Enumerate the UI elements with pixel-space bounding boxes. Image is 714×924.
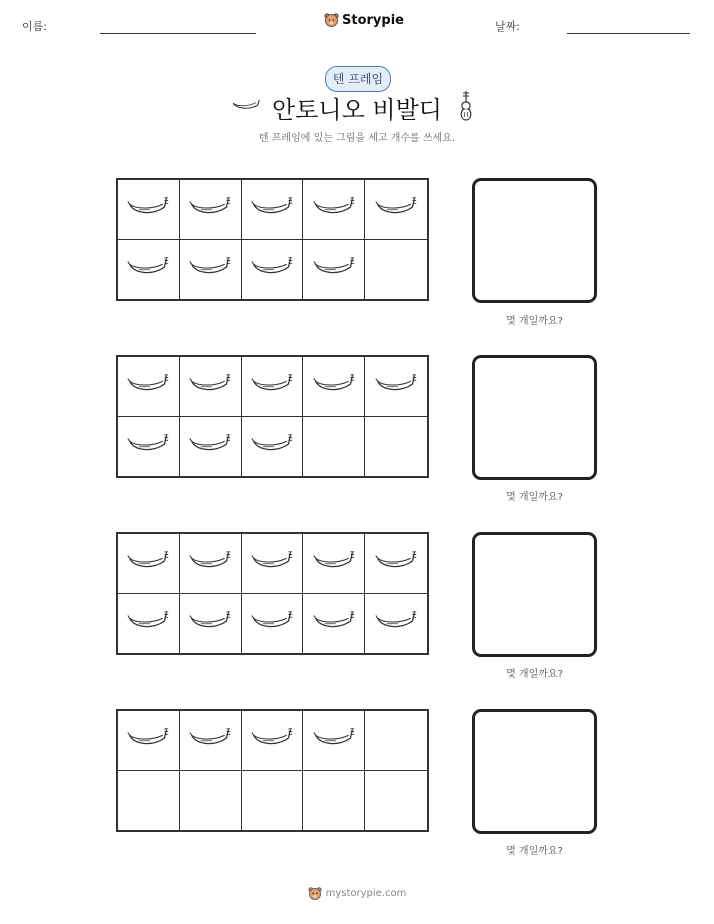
frame-cell xyxy=(365,771,427,831)
gondola-icon xyxy=(374,193,418,225)
gondola-icon xyxy=(126,193,170,225)
question-label-1: 몇 개일까요? xyxy=(506,316,563,327)
frame-cell xyxy=(365,711,427,771)
gondola-icon xyxy=(126,607,170,639)
instructions: 텐 프레임에 있는 그림을 세고 개수를 쓰세요. xyxy=(258,133,456,144)
gondola-icon xyxy=(250,370,294,402)
footer xyxy=(0,886,714,901)
frame-cell xyxy=(365,594,427,654)
gondola-icon xyxy=(312,370,356,402)
frame-cell xyxy=(180,594,242,654)
answer-box-1[interactable] xyxy=(472,178,597,303)
gondola-icon xyxy=(250,607,294,639)
frame-cell xyxy=(303,771,365,831)
gondola-icon xyxy=(188,547,232,579)
bear-mascot-icon xyxy=(308,886,322,901)
gondola-icon xyxy=(312,193,356,225)
frame-cell xyxy=(365,534,427,594)
gondola-icon xyxy=(250,430,294,462)
name-label: 이름: xyxy=(22,20,47,33)
answer-box-2[interactable] xyxy=(472,355,597,480)
gondola-icon xyxy=(250,547,294,579)
gondola-icon xyxy=(188,607,232,639)
gondola-icon xyxy=(374,607,418,639)
topic-badge: 텐 프레임 xyxy=(325,66,391,92)
frame-cell xyxy=(365,357,427,417)
gondola-icon xyxy=(188,430,232,462)
frame-cell xyxy=(242,417,304,477)
ten-frame-2 xyxy=(116,355,429,478)
footer-url[interactable]: mystorypie.com xyxy=(325,888,407,899)
gondola-icon xyxy=(374,547,418,579)
frame-cell xyxy=(242,240,304,300)
gondola-icon xyxy=(250,193,294,225)
frame-cell xyxy=(180,357,242,417)
frame-cell xyxy=(242,180,304,240)
gondola-icon xyxy=(250,253,294,285)
answer-box-4[interactable] xyxy=(472,709,597,834)
frame-cell xyxy=(242,357,304,417)
frame-cell xyxy=(303,240,365,300)
gondola-icon xyxy=(374,370,418,402)
question-label-2: 몇 개일까요? xyxy=(506,492,563,503)
frame-cell xyxy=(180,180,242,240)
name-line[interactable] xyxy=(100,33,256,34)
gondola-icon xyxy=(126,370,170,402)
gondola-icon xyxy=(312,724,356,756)
frame-cell xyxy=(365,417,427,477)
frame-cell xyxy=(242,771,304,831)
frame-cell xyxy=(180,711,242,771)
brand-logo xyxy=(324,12,404,28)
gondola-icon xyxy=(250,724,294,756)
ten-frame-1 xyxy=(116,178,429,301)
question-label-4: 몇 개일까요? xyxy=(506,846,563,857)
frame-cell xyxy=(118,357,180,417)
frame-cell xyxy=(365,180,427,240)
gondola-icon xyxy=(126,430,170,462)
frame-cell xyxy=(118,534,180,594)
date-label: 날짜: xyxy=(495,20,520,33)
ten-frame-4 xyxy=(116,709,429,832)
frame-cell xyxy=(118,240,180,300)
frame-cell xyxy=(242,594,304,654)
frame-cell xyxy=(118,417,180,477)
frame-cell xyxy=(180,771,242,831)
frame-cell xyxy=(303,417,365,477)
frame-cell xyxy=(242,711,304,771)
frame-cell xyxy=(242,534,304,594)
gondola-icon xyxy=(312,253,356,285)
gondola-icon xyxy=(312,547,356,579)
gondola-icon xyxy=(188,724,232,756)
ten-frame-3 xyxy=(116,532,429,655)
gondola-icon xyxy=(126,547,170,579)
frame-cell xyxy=(118,771,180,831)
frame-cell xyxy=(303,594,365,654)
frame-cell xyxy=(180,240,242,300)
answer-box-3[interactable] xyxy=(472,532,597,657)
gondola-icon xyxy=(126,253,170,285)
frame-cell xyxy=(303,534,365,594)
gondola-icon xyxy=(126,724,170,756)
gondola-icon xyxy=(188,193,232,225)
question-label-3: 몇 개일까요? xyxy=(506,669,563,680)
frame-cell xyxy=(180,417,242,477)
date-line[interactable] xyxy=(567,33,690,34)
brand-name: Storypie xyxy=(342,12,404,28)
frame-cell xyxy=(303,180,365,240)
frame-cell xyxy=(303,357,365,417)
gondola-icon xyxy=(188,370,232,402)
gondola-icon xyxy=(312,607,356,639)
frame-cell xyxy=(180,534,242,594)
frame-cell xyxy=(118,594,180,654)
frame-cell xyxy=(118,711,180,771)
bear-mascot-icon xyxy=(324,12,339,28)
gondola-icon xyxy=(188,253,232,285)
page-title: 안토니오 비발디 xyxy=(272,96,442,124)
frame-cell xyxy=(365,240,427,300)
frame-cell xyxy=(118,180,180,240)
violin-icon xyxy=(458,90,474,122)
frame-cell xyxy=(303,711,365,771)
